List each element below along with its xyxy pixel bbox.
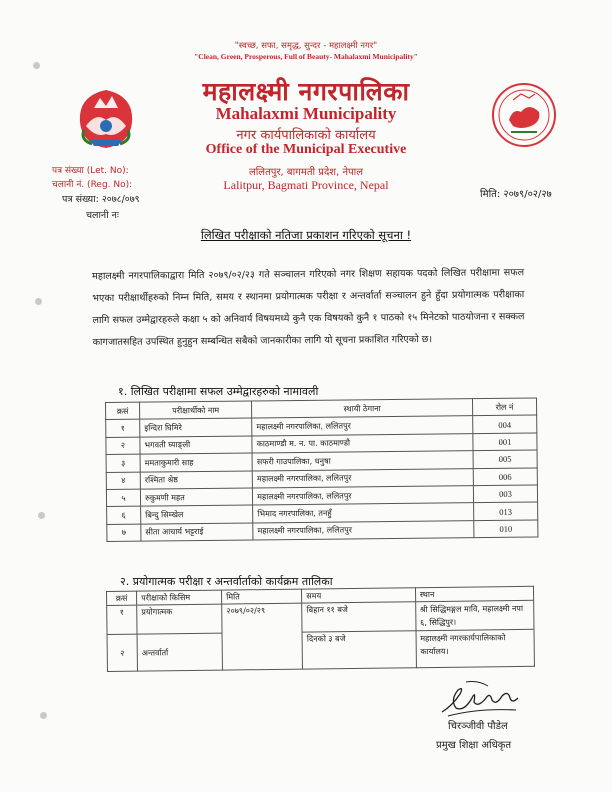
col-serial: क्रसं <box>107 591 137 605</box>
cell-roll-no: 013 <box>474 502 538 520</box>
section1-title: १. लिखित परीक्षामा सफल उम्मेद्वारहरुको नामावली <box>118 385 319 398</box>
cell-name: ममताकुमारी साह <box>140 453 252 472</box>
reg-no-label: चलानी नं. (Reg. No): <box>52 180 133 190</box>
address-nepali: ललितपुर, बागमती प्रदेश, नेपाल <box>248 167 364 178</box>
notice-body: महालक्ष्मी नगरपालिकाद्वारा मिति २०७९/०२/२३ गते सञ्चालन गरिएको नगर शिक्षण सहायक पदको लिखित परीक्षामा सफल भएका परीक्षार्थीहरुको निम्न मिति, समय र स्थानमा प्रयोगात्मक परीक्षा र अन्तर्वार्ता सञ्चालन हुने हुँदा प्रयोगात्मक परीक्षाका लागि सफल उम्मेद्वारहरुले कक्षा ५ को अनिवार्य विषयमध्ये कुनै एक विषयको कुनै १ पाठको १५ मिनेटको पाठयोजना र सक्कल कागजातसहित उपस्थित हुनुहुन सम्बन्धित सबैको जानकारीका लागि यो सूचना प्रकाशित गरिएको छ। <box>92 267 525 348</box>
cell-serial: ७ <box>107 524 141 542</box>
col-address: स्थायी ठेगाना <box>252 399 473 419</box>
exam-schedule-table <box>106 586 535 672</box>
cell-serial: १ <box>107 605 137 634</box>
col-date: मिति <box>222 589 302 604</box>
cell-roll-no: 006 <box>473 468 537 486</box>
notice-subject <box>0 228 612 243</box>
punch-hole <box>38 512 45 519</box>
handwritten-signature-icon <box>438 676 522 720</box>
successful-candidates-table <box>105 397 538 542</box>
cell-roll-no: 001 <box>473 433 537 451</box>
cell-address: काठमाण्डौ म. न. पा. काठमाण्डौ <box>252 433 473 453</box>
cell-serial: ५ <box>106 489 140 507</box>
cell-time: दिनको ३ बजे <box>302 631 416 669</box>
office-name-nepali: नगर कार्यपालिकाको कार्यालय <box>236 128 376 143</box>
table-row <box>107 520 538 542</box>
cell-serial: ३ <box>106 454 140 472</box>
cell-address: महालक्ष्मी नगरपालिका, ललितपुर <box>253 520 474 540</box>
cell-name: बिन्दु सिम्खेल <box>141 505 253 524</box>
cell-roll-no: 003 <box>473 485 537 503</box>
cell-name: सीता आचार्य भट्टराई <box>141 523 253 542</box>
col-venue: स्थान <box>415 586 533 601</box>
cell-serial: ४ <box>106 472 140 490</box>
punch-hole <box>35 298 42 305</box>
cell-roll-no: 005 <box>473 450 537 468</box>
cell-name: इन्दिरा घिमिरे <box>140 418 252 437</box>
col-roll-no: रोल नं <box>472 398 536 416</box>
cell-venue: श्री सिद्धिमङ्गल मावि, महालक्ष्मी नपा ६, सिद्धिपुर। <box>415 600 534 630</box>
cell-address: महालक्ष्मी नगरपालिका, ललितपुर <box>252 416 473 436</box>
motto-nepali: "स्वच्छ, सफा, समृद्ध, सुन्दर - महालक्ष्मी नगर" <box>234 41 378 51</box>
punch-hole <box>33 62 40 69</box>
motto-english: "Clean, Green, Prosperous, Full of Beauty- Mahalaxmi Municipality" <box>194 52 418 61</box>
cell-venue: महालक्ष्मी नगरकार्यपालिकाको कार्यालय। <box>416 629 535 667</box>
signatory-name: चिरञ्जीवी पौडेल <box>448 721 508 732</box>
punch-hole <box>40 712 47 719</box>
cell-serial: २ <box>107 634 138 671</box>
cell-date: २०७९/०२/२९ <box>222 603 303 670</box>
letter-no-value: पत्र संख्या: २०७८/०७९ <box>62 194 140 205</box>
cell-name: रश्मिता श्रेष्ठ <box>140 471 252 490</box>
notice-date: मिति: २०७९/०२/२७ <box>480 189 552 200</box>
organization-name-nepali: महालक्ष्मी नगरपालिका <box>202 77 410 106</box>
section2-title: २. प्रयोगात्मक परीक्षा र अन्तर्वार्ताको कार्यक्रम तालिका <box>120 575 333 588</box>
subject-text: लिखित परीक्षाको नतिजा प्रकाशन गरिएको सूचना ! <box>200 228 412 242</box>
col-exam-type: परीक्षाको किसिम <box>137 590 222 605</box>
cell-name: भगवती घ्याङ्ली <box>140 436 252 455</box>
col-serial: क्रसं <box>106 402 140 420</box>
cell-serial: २ <box>106 437 140 455</box>
address-english: Lalitpur, Bagmati Province, Nepal <box>223 178 389 192</box>
cell-name: रुकुमणी महत <box>140 488 252 507</box>
cell-exam-type: अन्तर्वार्ता <box>137 633 222 671</box>
cell-serial: ६ <box>107 506 141 524</box>
cell-address: महालक्ष्मी नगरपालिका, ललितपुर <box>252 468 473 488</box>
cell-time: बिहान ११ बजे <box>302 602 416 632</box>
col-name: परीक्षार्थीको नाम <box>140 401 252 420</box>
col-time: समय <box>302 588 416 603</box>
cell-address: सफरी गाउपालिका, धनुषा <box>252 451 473 471</box>
cell-exam-type: प्रयोगात्मक <box>137 604 222 634</box>
table-row <box>107 629 534 671</box>
cell-roll-no: 010 <box>474 520 538 538</box>
office-name-english: Office of the Municipal Executive <box>205 142 407 157</box>
signatory-title: प्रमुख शिक्षा अधिकृत <box>436 740 512 751</box>
dispatch-no: चलानी नः <box>86 210 119 221</box>
cell-address: महालक्ष्मी नगरपालिका, ललितपुर <box>253 486 474 506</box>
cell-roll-no: 004 <box>473 415 537 433</box>
cell-serial: १ <box>106 420 140 438</box>
letter-no-label: पत्र संख्या (Let. No): <box>52 166 129 176</box>
organization-name-english: Mahalaxmi Municipality <box>215 104 397 123</box>
cell-address: भिमाद नगरपालिका, तनहुँ <box>253 503 474 523</box>
